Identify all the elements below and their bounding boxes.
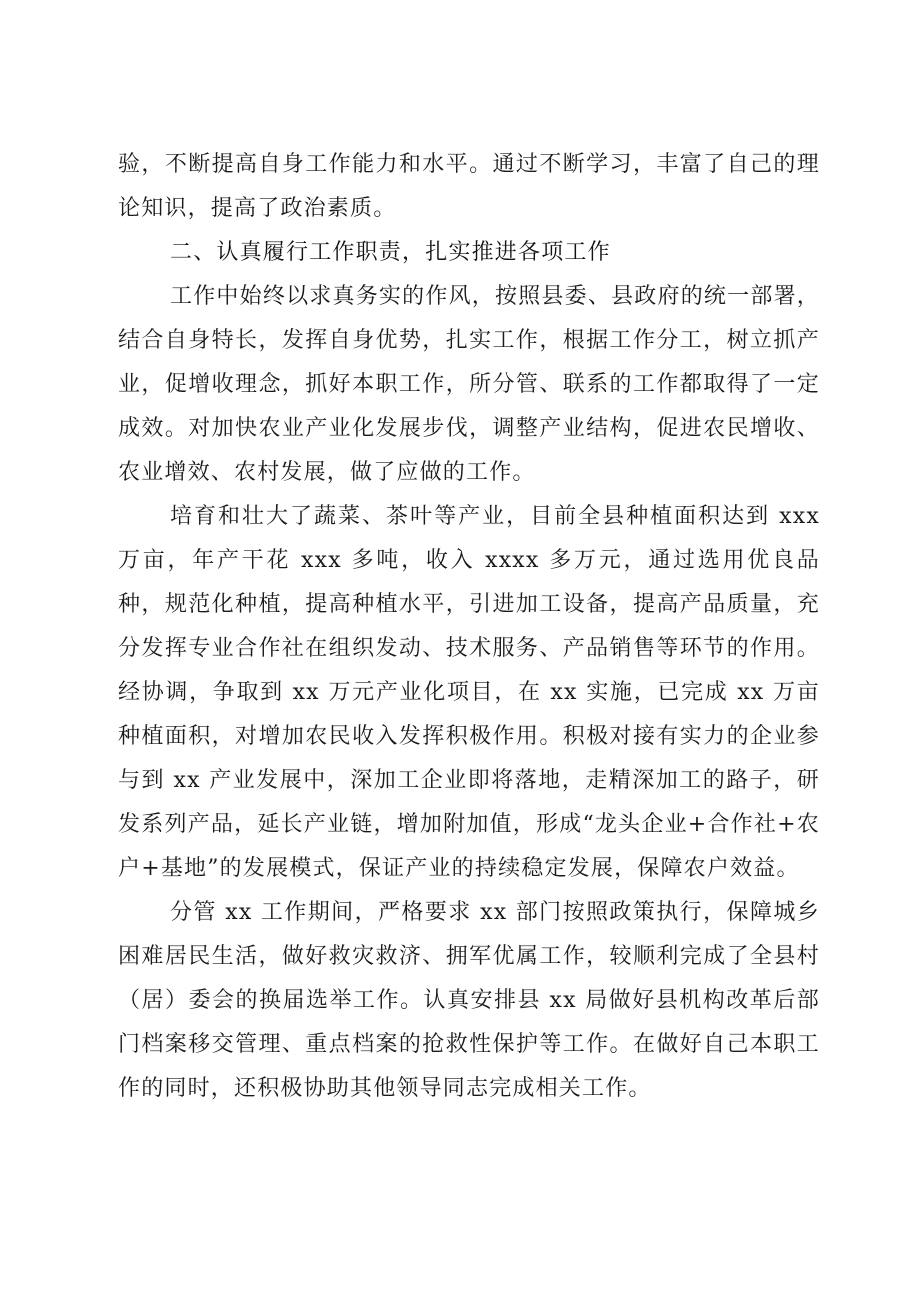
paragraph-industry-development: 培育和壮大了蔬菜、茶叶等产业，目前全县种植面积达到 xxx 万亩，年产干花 xxx 多吨，收入 xxxx 多万元，通过选用优良品种，规范化种植，提高种植水平，引进加工设备，提高产品质量，充分发挥专业合作社在组织发动、技术服务、产品销售等环节的作用。经协调，争取到 xx 万元产业化项目，在 xx 实施，已完成 xx 万亩种植面积，对增加农民收入发挥积极作用。积极对接有实力的企业参与到 xx 产业发展中，深加工企业即将落地，走精深加工的路子，研发系列产品，延长产业链，增加附加值，形成“龙头企业+合作社+农户+基地”的发展模式，保证产业的持续稳定发展，保障农户效益。: [118, 504, 820, 881]
section-heading: 二、认真履行工作职责，扎实推进各项工作: [170, 240, 611, 265]
paragraph-work-style: 工作中始终以求真务实的作风，按照县委、县政府的统一部署，结合自身特长，发挥自身优势，扎实工作，根据工作分工，树立抓产业，促增收理念，抓好本职工作，所分管、联系的工作都取得了一定成效。对加快农业产业化发展步伐，调整产业结构，促进农民增收、农业增效、农村发展，做了应做的工作。: [118, 284, 820, 485]
paragraph-continuation: 验，不断提高自身工作能力和水平。通过不断学习，丰富了自己的理论知识，提高了政治素质。: [118, 152, 820, 221]
document-body: [118, 143, 820, 1111]
paragraph-responsibilities: 分管 xx 工作期间，严格要求 xx 部门按照政策执行，保障城乡困难居民生活，做好救灾救济、拥军优属工作，较顺利完成了全县村（居）委会的换届选举工作。认真安排县 xx 局做好县机构改革后部门档案移交管理、重点档案的抢救性保护等工作。在做好自己本职工作的同时，还积极协助其他领导同志完成相关工作。: [118, 900, 820, 1101]
